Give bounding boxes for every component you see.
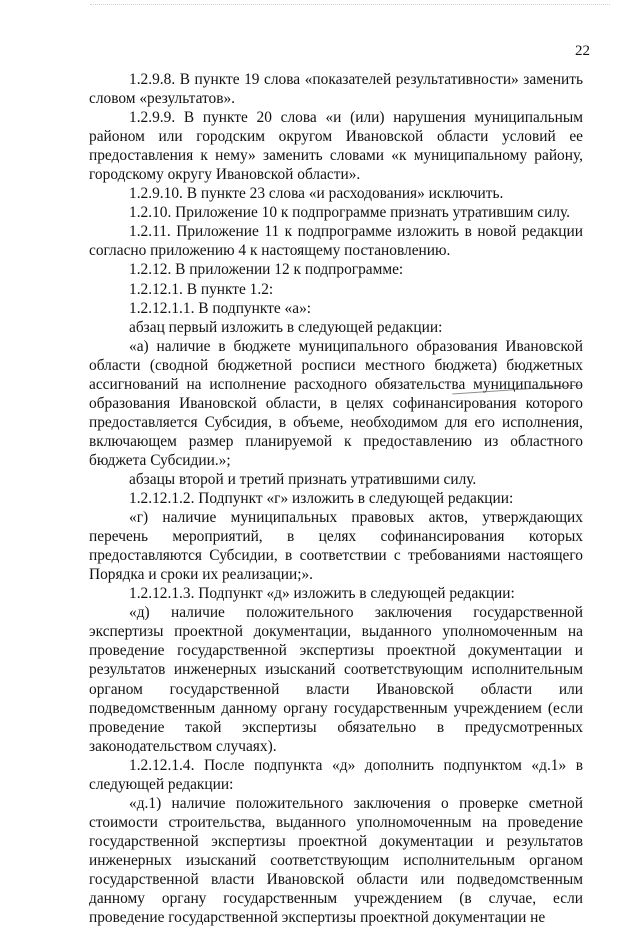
paragraph-1-2-12-1-1: 1.2.12.1.1. В подпункте «а»:	[129, 299, 312, 317]
paragraph-1-2-9-9: 1.2.9.9. В пункте 20 слова «и (или) нарушения муниципальным районом или городским округом Ивановской области условий ее предоставления к нему» заменить словами «к муниципальному району, городскому округу Ивановской области».	[89, 109, 583, 184]
paragraph-subpoint-d: «д) наличие положительного заключения государственной экспертизы проектной документации, выданного уполномоченным на проведение государственной экспертизы проектной документации и результатов инженерных изысканий соответствующим исполнительным органом государственной власти Ивановской области или подведомственным данному органу государственным учреждением (если проведение такой экспертизы обязательно в предусмотренных законодательством случаях).	[89, 604, 583, 755]
paragraph-1-2-9-8: 1.2.9.8. В пункте 19 слова «показателей результативности» заменить словом «результатов».	[89, 71, 583, 108]
paragraph-1-2-12-1-3: 1.2.12.1.3. Подпункт «д» изложить в следующей редакции:	[129, 585, 515, 603]
paragraph-abzacy-void: абзацы второй и третий признать утратившими силу.	[129, 470, 477, 488]
paragraph-subpoint-g: «г) наличие муниципальных правовых актов, утверждающих перечень мероприятий, в целях софинансирования которых предоставляются Субсидии, в соответствии с требованиями настоящего Порядка и сроки их реализации;».	[89, 509, 583, 584]
scan-artifact-line	[90, 4, 610, 8]
paragraph-subpoint-d1: «д.1) наличие положительного заключения о проверке сметной стоимости строительства, выданного уполномоченным на проведение государственной экспертизы проектной документации и результатов инженерных изысканий соответствующим исполнительным органом государственной власти Ивановской области или подведомственным данному органу государственным учреждением (в случае, если проведение государственной экспертизы проектной документации не	[89, 794, 583, 927]
paragraph-1-2-9-10: 1.2.9.10. В пункте 23 слова «и расходования» исключить.	[129, 185, 504, 203]
paragraph-1-2-12-1-4: 1.2.12.1.4. После подпункта «д» дополнить подпунктом «д.1» в следующей редакции:	[89, 756, 583, 793]
paragraph-subpoint-a: «а) наличие в бюджете муниципального образования Ивановской области (сводной бюджетной росписи местного бюджета) бюджетных ассигнований на исполнение расходного обязательства муниципального образования Ивановской области, в целях софинансирования которого предоставляется Субсидия, в объеме, необходимом для его исполнения, включающем размер планируемой к предоставлению из областного бюджета Субсидии.»;	[89, 337, 583, 469]
document-body	[89, 70, 583, 927]
paragraph-1-2-12-1: 1.2.12.1. В пункте 1.2:	[129, 280, 274, 298]
paragraph-1-2-12: 1.2.12. В приложении 12 к подпрограмме:	[129, 261, 404, 279]
paragraph-1-2-10: 1.2.10. Приложение 10 к подпрограмме признать утратившим силу.	[129, 204, 571, 222]
paragraph-1-2-12-1-2: 1.2.12.1.2. Подпункт «г» изложить в следующей редакции:	[129, 490, 514, 508]
paragraph-first-abzac: абзац первый изложить в следующей редакции:	[129, 318, 443, 336]
paragraph-1-2-11: 1.2.11. Приложение 11 к подпрограмме изложить в новой редакции согласно приложению 4 к настоящему постановлению.	[89, 223, 583, 260]
page-number: 22	[575, 43, 590, 59]
